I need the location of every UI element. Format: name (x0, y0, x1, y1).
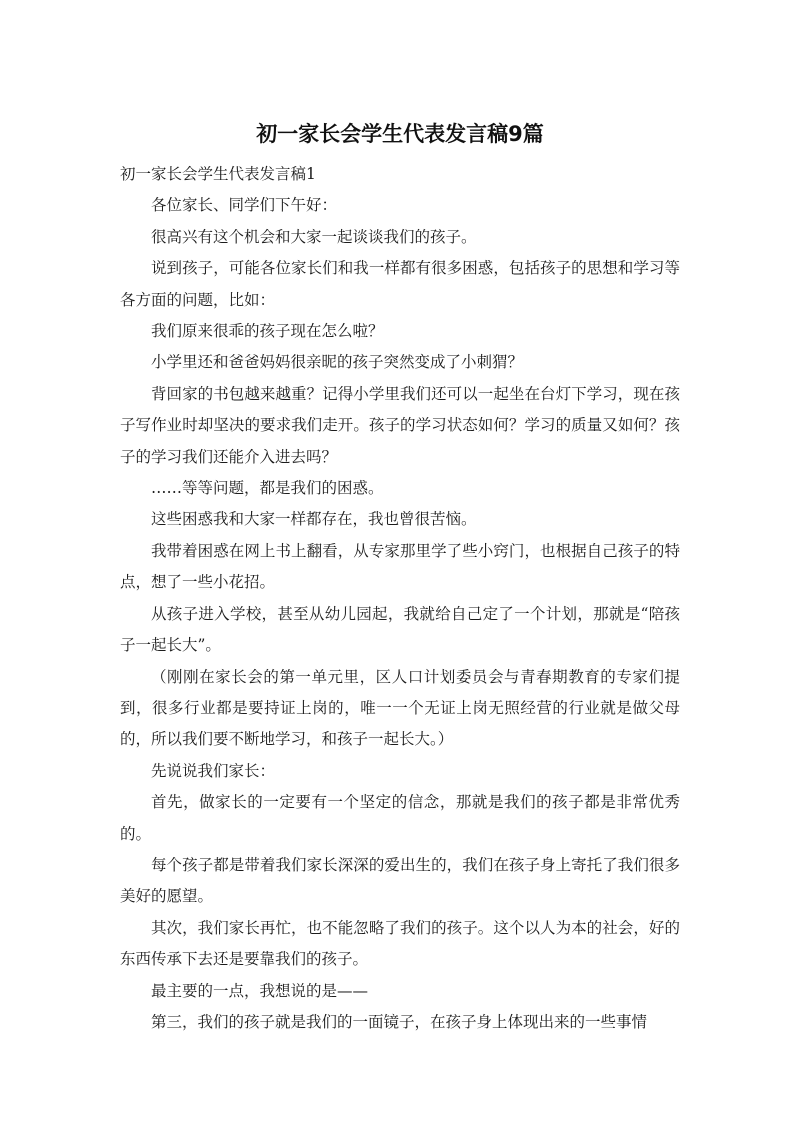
paragraph: 很高兴有这个机会和大家一起谈谈我们的孩子。 (151, 227, 477, 246)
paragraph: 这些困惑我和大家一样都存在，我也曾很苦恼。 (151, 510, 477, 529)
paragraph: 我带着困惑在网上书上翻看，从专家那里学了些小窍门，也根据自己孩子的特点，想了一些小花招。 (120, 541, 680, 592)
paragraph: 背回家的书包越来越重？记得小学里我们还可以一起坐在台灯下学习，现在孩子写作业时却坚决的要求我们走开。孩子的学习状态如何？学习的质量又如何？孩子的学习我们还能介入进去吗？ (120, 384, 680, 466)
section-heading: 初一家长会学生代表发言稿1 (120, 165, 316, 183)
paragraph: 首先，做家长的一定要有一个坚定的信念，那就是我们的孩子都是非常优秀的。 (120, 793, 680, 843)
paragraph: 先说说我们家长： (151, 761, 276, 780)
paragraph: （刚刚在家长会的第一单元里，区人口计划委员会与青春期教育的专家们提到，很多行业都是要持证上岗的，唯一一个无证上岗无照经营的行业就是做父母的，所以我们要不断地学习，和孩子一起长大。） (120, 667, 680, 749)
paragraph: 每个孩子都是带着我们家长深深的爱出生的，我们在孩子身上寄托了我们很多美好的愿望。 (120, 855, 680, 906)
paragraph: 小学里还和爸爸妈妈很亲昵的孩子突然变成了小刺猬？ (151, 353, 524, 372)
paragraph: 最主要的一点，我想说的是—— (151, 981, 369, 1000)
paragraph: 第三，我们的孩子就是我们的一面镜子，在孩子身上体现出来的一些事情 (151, 1012, 648, 1031)
paragraph: 说到孩子，可能各位家长们和我一样都有很多困惑，包括孩子的思想和学习等各方面的问题，比如： (120, 259, 680, 309)
paragraph: 其次，我们家长再忙，也不能忽略了我们的孩子。这个以人为本的社会，好的东西传承下去还是要靠我们的孩子。 (120, 918, 680, 969)
paragraph: 我们原来很乖的孩子现在怎么啦？ (151, 322, 384, 341)
document-title: 初一家长会学生代表发言稿9篇 (256, 122, 544, 146)
document-body (120, 159, 680, 1038)
paragraph: 从孩子进入学校，甚至从幼儿园起，我就给自己定了一个计划，那就是“陪孩子一起长大”。 (120, 604, 680, 655)
paragraph: ……等等问题，都是我们的困惑。 (151, 479, 384, 498)
paragraph: 各位家长、同学们下午好： (151, 196, 338, 215)
